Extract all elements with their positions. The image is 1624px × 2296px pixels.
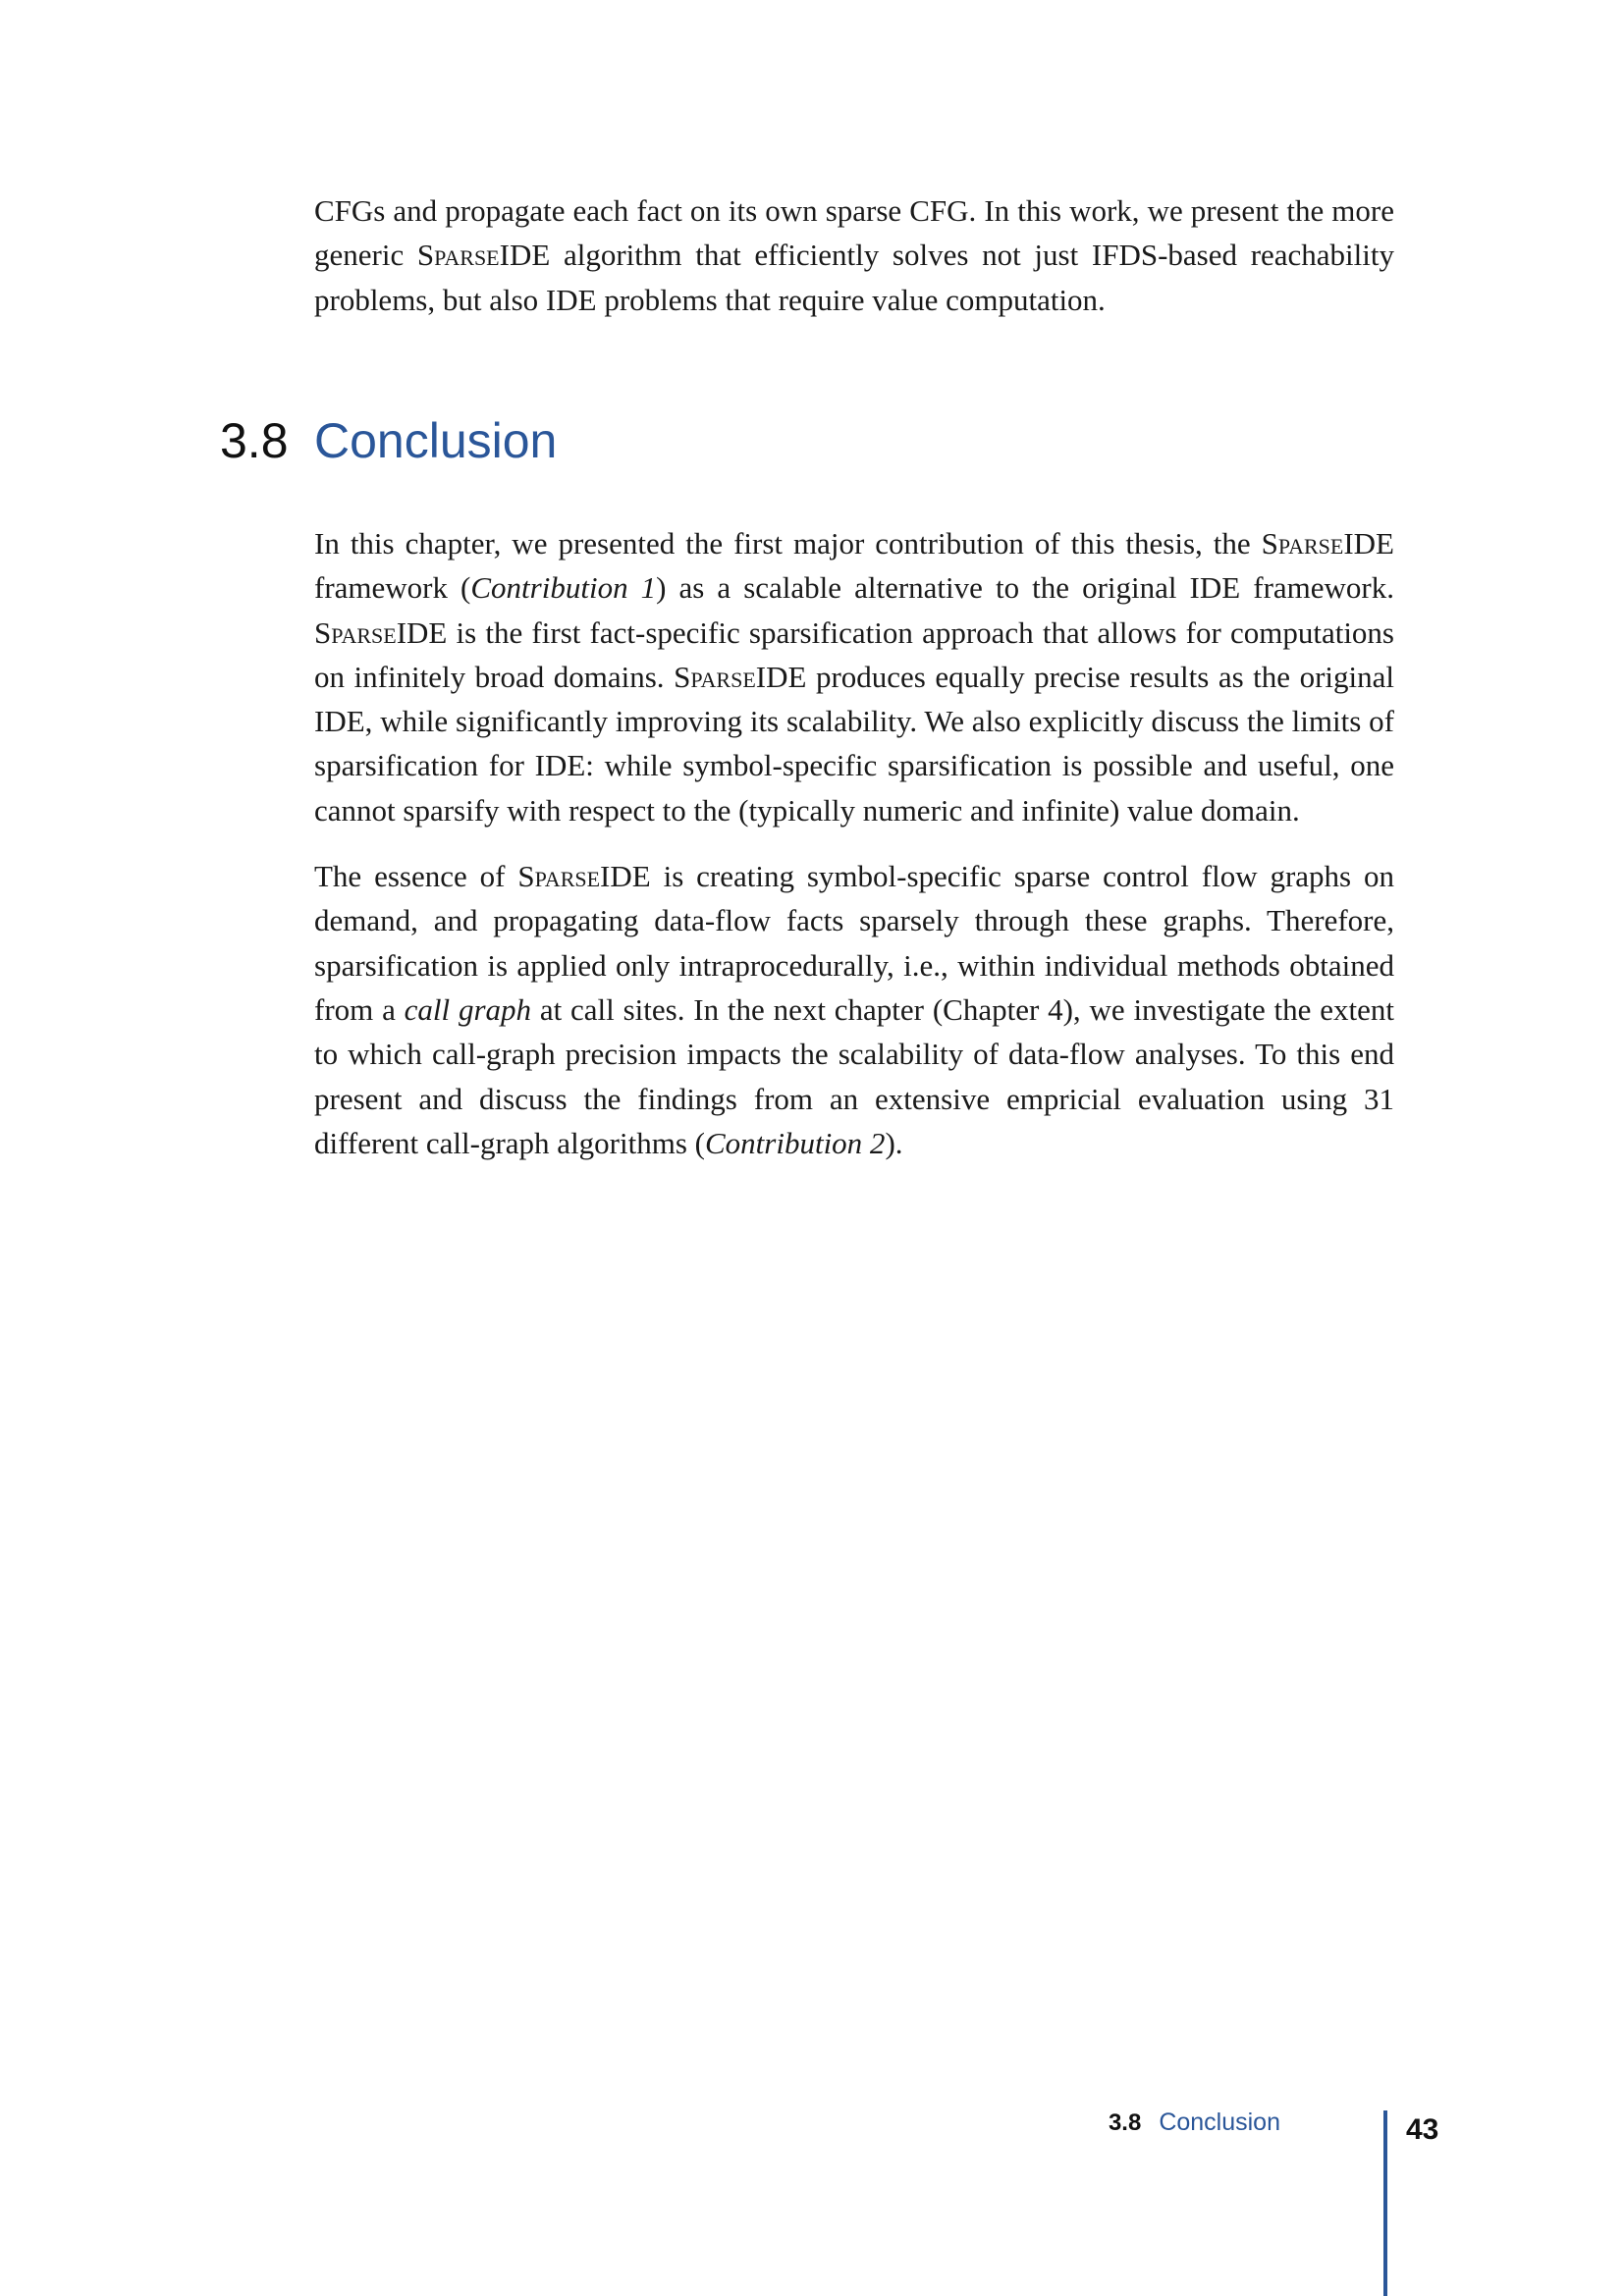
running-footer (982, 2109, 1300, 2148)
paragraph-1: In this chapter, we presented the first major contribution of this thesis, the SparseIDE framework (Contribution 1) as a scalable alternative to the original IDE framework. SparseIDE is the first fact-specific sparsification approach that allows for computations on infinitely broad domains. SparseIDE produces equally precise results as the original IDE, while significantly improving its scalability. We also explicitly discuss the limits of sparsification for IDE: while symbol-specific sparsification is possible and useful, one cannot sparsify with respect to the (typically numeric and infinite) value domain. (314, 526, 1394, 828)
footer-divider-bar (1383, 2110, 1387, 2296)
sparseide-smallcaps: Sparse (416, 238, 500, 273)
sparseide-smallcaps: Sparse (314, 614, 397, 650)
contribution-ref: Contribution 1 (470, 570, 657, 606)
intro-paragraph (314, 188, 1394, 322)
footer-section-number: 3.8 (1108, 2109, 1142, 2136)
section-title: Conclusion (314, 413, 558, 468)
section-heading (220, 406, 557, 475)
sparseide-smallcaps: Sparse (517, 859, 601, 894)
intro-text: CFGs and propagate each fact on its own sparse CFG. In this work, we present the more generic SparseIDE algorithm that efficiently solves not just IFDS-based reachability problems, but also IDE problems that require value computation. (314, 193, 1395, 317)
paragraph-2: The essence of SparseIDE is creating symbol-specific sparse control flow graphs on demand, and propagating data-flow facts sparsely through these graphs. Therefore, sparsification is applied only intraprocedurally, i.e., within individual methods obtained from a call graph at call sites. In the next chapter (Chapter 4), we investigate the extent to which call-graph precision impacts the scalability of data-flow analyses. To this end present and discuss the findings from an extensive empricial evaluation using 31 different call-graph algorithms (Contribution 2). (314, 859, 1395, 1160)
section-number: 3.8 (220, 413, 289, 468)
sparseide-smallcaps: Sparse (674, 659, 756, 694)
conclusion-body (314, 521, 1394, 1165)
page-number: 43 (1406, 2113, 1439, 2146)
contribution-ref: Contribution 2 (704, 1125, 886, 1160)
footer-section-title: Conclusion (1159, 2109, 1280, 2136)
sparseide-smallcaps: Sparse (1261, 526, 1344, 561)
call-graph-term: call graph (404, 991, 532, 1027)
